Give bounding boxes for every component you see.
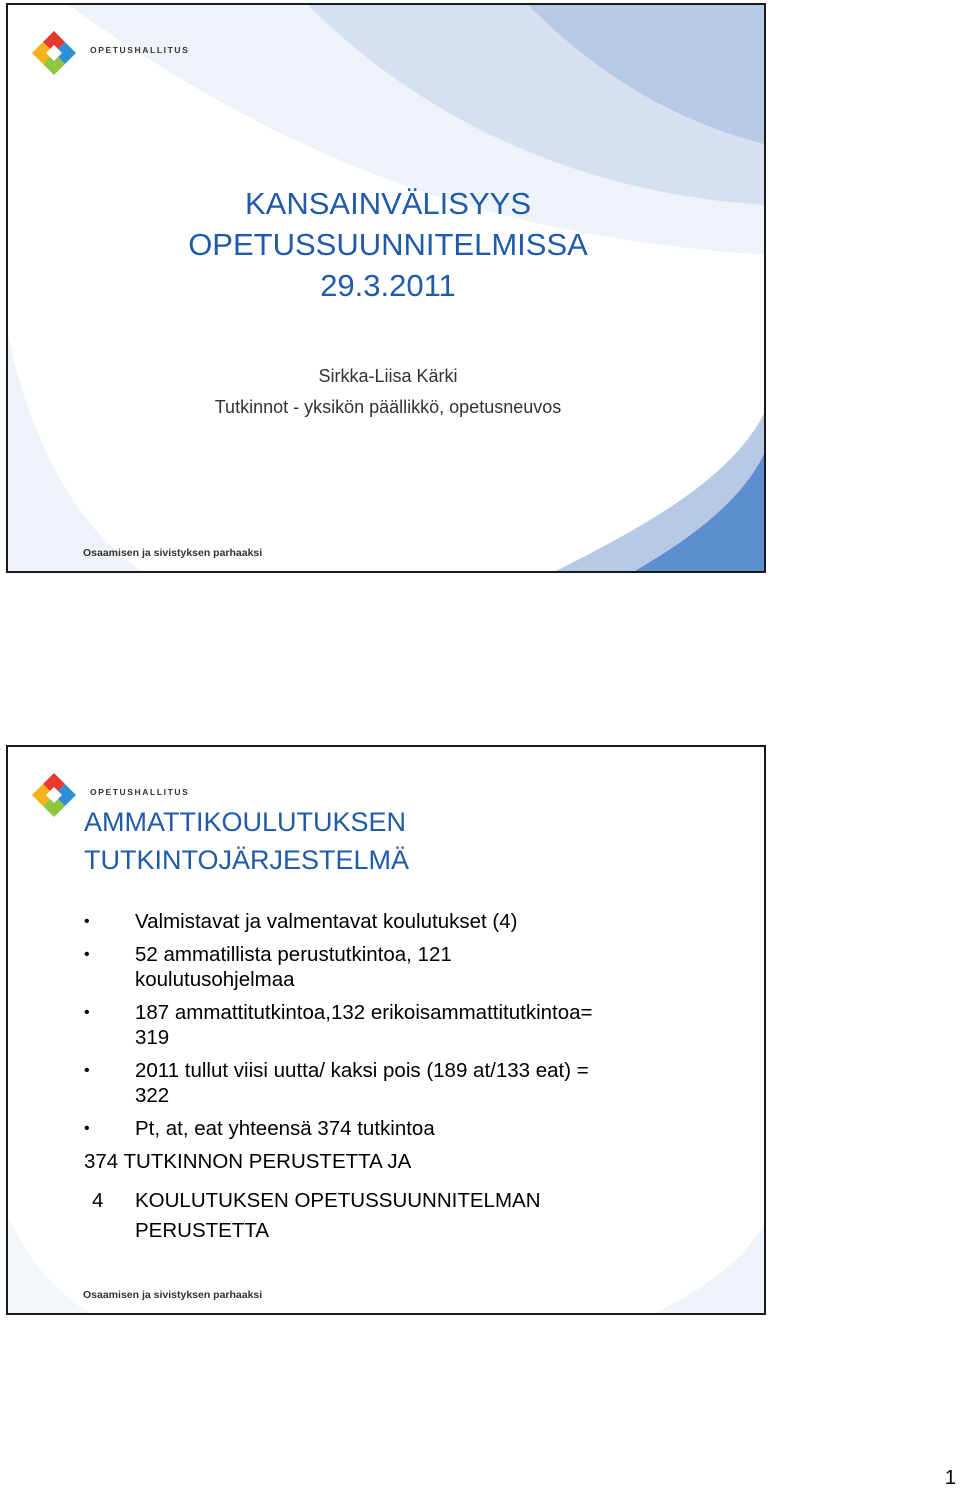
bullet-icon: • (84, 1120, 90, 1137)
item-number: 4 (92, 1189, 104, 1212)
logo-wordmark: OPETUSHALLITUS (90, 45, 190, 55)
bullet-text: 2011 tullut viisi uutta/ kaksi pois (189 at/133 eat) = (135, 1059, 589, 1082)
bullet-text: koulutusohjelmaa (135, 968, 295, 991)
bullet-list (84, 909, 724, 1246)
title-line: TUTKINTOJÄRJESTELMÄ (84, 845, 410, 875)
presenter-role: Tutkinnot - yksikön päällikkö, opetusneuvos (214, 397, 562, 417)
title-line: 29.3.2011 (320, 268, 456, 303)
title-slide (6, 3, 766, 573)
opetushallitus-logo-icon (30, 29, 78, 77)
bullet-item (84, 909, 724, 934)
bullet-text: 322 (135, 1084, 170, 1107)
slide-title (84, 803, 409, 879)
numbered-text: PERUSTETTA (135, 1219, 270, 1242)
bullet-icon: • (84, 1004, 90, 1021)
bullet-item (84, 1000, 724, 1050)
slide-subtitle (8, 361, 766, 423)
bullet-text: Pt, at, eat yhteensä 374 tutkintoa (135, 1117, 435, 1140)
numbered-text: KOULUTUKSEN OPETUSSUUNNITELMAN (135, 1189, 541, 1212)
content-slide (6, 745, 766, 1315)
bullet-item (84, 942, 724, 992)
slide-footer: Osaamisen ja sivistyksen parhaaksi (83, 547, 263, 559)
bullet-icon: • (84, 1062, 90, 1079)
title-line: OPETUSSUUNNITELMISSA (188, 227, 588, 262)
presenter-name: Sirkka-Liisa Kärki (318, 366, 458, 386)
bullet-text: 52 ammatillista perustutkintoa, 121 (135, 943, 452, 966)
logo-wordmark: OPETUSHALLITUS (90, 787, 190, 797)
bullet-text: 187 ammattitutkintoa,132 erikoisammattitutkintoa= (135, 1001, 593, 1024)
bullet-item (84, 1116, 724, 1141)
bullet-icon: • (84, 946, 90, 963)
page-number: 1 (944, 1467, 956, 1489)
title-line: AMMATTIKOULUTUKSEN (84, 807, 407, 837)
bullet-icon: • (84, 913, 90, 930)
opetushallitus-logo-icon (30, 771, 78, 819)
slide-title (8, 183, 766, 306)
bullet-text: 319 (135, 1026, 170, 1049)
bullet-text: Valmistavat ja valmentavat koulutukset (4) (135, 910, 518, 933)
slide-footer: Osaamisen ja sivistyksen parhaaksi (83, 1289, 263, 1301)
summary-line: 374 TUTKINNON PERUSTETTA JA (84, 1150, 412, 1173)
numbered-item (84, 1186, 724, 1246)
title-line: KANSAINVÄLISYYS (244, 186, 531, 221)
bullet-item (84, 1058, 724, 1108)
